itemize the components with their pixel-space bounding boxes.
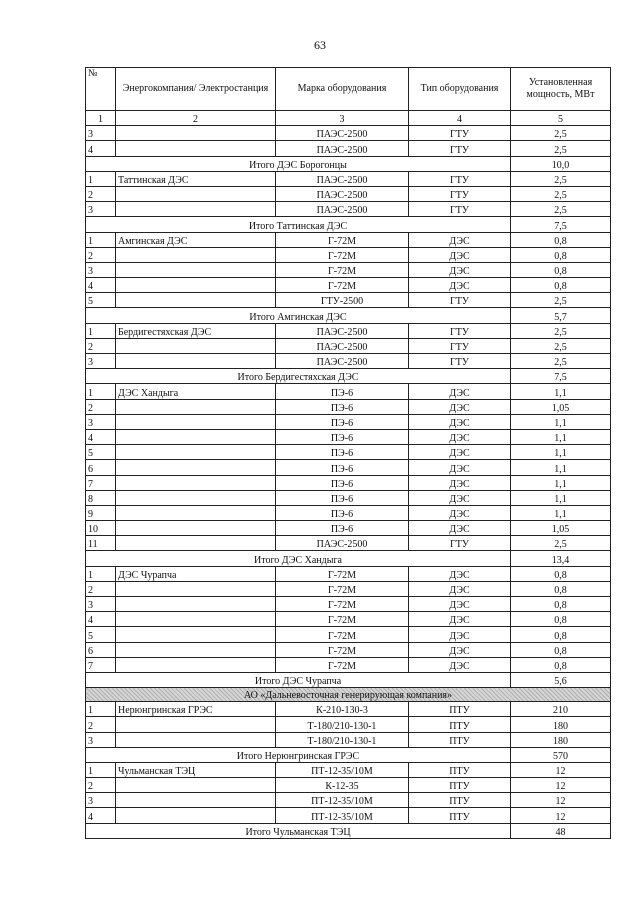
station-name [116,536,276,551]
table-row [86,445,611,460]
equipment-model: Г-72М [276,232,409,247]
subtotal-label: Итого Бердигестяхская ДЭС [86,369,511,384]
table-header [86,68,611,111]
station-name: Нерюнгринская ГРЭС [116,702,276,717]
table-row [86,262,611,277]
subtotal-label: Итого Чульманская ТЭЦ [86,823,511,838]
equipment-type: ДЭС [409,262,511,277]
row-number: 3 [86,414,116,429]
row-number: 7 [86,475,116,490]
equipment-model: ПАЭС-2500 [276,141,409,156]
row-number: 3 [86,732,116,747]
row-number: 3 [86,262,116,277]
installed-capacity: 2,5 [511,126,611,141]
station-name: ДЭС Чурапча [116,566,276,581]
subtotal-value: 10,0 [511,156,611,171]
table-row [86,171,611,186]
equipment-model: Г-72М [276,627,409,642]
station-name [116,732,276,747]
table-row [86,293,611,308]
station-name [116,793,276,808]
equipment-model: ПАЭС-2500 [276,354,409,369]
equipment-type: ПТУ [409,778,511,793]
row-number: 2 [86,399,116,414]
table-row [86,186,611,201]
installed-capacity: 2,5 [511,186,611,201]
equipment-model: ПАЭС-2500 [276,323,409,338]
table-row [86,490,611,505]
equipment-type: ДЭС [409,657,511,672]
installed-capacity: 2,5 [511,293,611,308]
equipment-type: ПТУ [409,732,511,747]
header-number: № [86,68,116,111]
table-row [86,808,611,823]
station-name [116,247,276,262]
table-row [86,732,611,747]
table-row [86,612,611,627]
equipment-type: ГТУ [409,126,511,141]
equipment-model: ПАЭС-2500 [276,202,409,217]
table-row [86,247,611,262]
row-number: 7 [86,657,116,672]
subtotal-value: 48 [511,823,611,838]
installed-capacity: 0,8 [511,597,611,612]
subtotal-row [86,551,611,566]
equipment-type: ГТУ [409,536,511,551]
row-number: 4 [86,612,116,627]
row-number: 2 [86,778,116,793]
row-number: 4 [86,808,116,823]
table-row [86,581,611,596]
equipment-type: ГТУ [409,354,511,369]
equipment-table [85,67,611,839]
subtotal-label: Итого Нерюнгринская ГРЭС [86,747,511,762]
installed-capacity: 2,5 [511,323,611,338]
equipment-model: ПАЭС-2500 [276,126,409,141]
subtotal-value: 5,6 [511,672,611,687]
installed-capacity: 2,5 [511,536,611,551]
installed-capacity: 0,8 [511,657,611,672]
subtotal-row [86,156,611,171]
table-row [86,778,611,793]
equipment-model: ПАЭС-2500 [276,536,409,551]
equipment-type: ДЭС [409,399,511,414]
subtotal-row [86,369,611,384]
equipment-model: ПЭ-6 [276,475,409,490]
header-row [86,68,611,111]
row-number: 1 [86,762,116,777]
station-name [116,505,276,520]
subtotal-value: 5,7 [511,308,611,323]
installed-capacity: 210 [511,702,611,717]
station-name [116,657,276,672]
table-row [86,642,611,657]
equipment-model: Г-72М [276,247,409,262]
subtotal-label: Итого ДЭС Хандыга [86,551,511,566]
header-equipment-model: Марка оборудования [276,68,409,111]
equipment-type: ДЭС [409,627,511,642]
installed-capacity: 1,05 [511,521,611,536]
installed-capacity: 0,8 [511,566,611,581]
station-name [116,581,276,596]
installed-capacity: 1,1 [511,490,611,505]
equipment-type: ДЭС [409,414,511,429]
table-row [86,354,611,369]
station-name [116,429,276,444]
page-number: 63 [314,38,326,52]
installed-capacity: 1,05 [511,399,611,414]
row-number: 3 [86,597,116,612]
row-number: 1 [86,171,116,186]
station-name [116,642,276,657]
station-name [116,354,276,369]
installed-capacity: 0,8 [511,278,611,293]
row-number: 11 [86,536,116,551]
table-row [86,384,611,399]
row-number: 3 [86,126,116,141]
row-number: 8 [86,490,116,505]
subtotal-value: 570 [511,747,611,762]
equipment-type: ДЭС [409,429,511,444]
installed-capacity: 1,1 [511,475,611,490]
row-number: 2 [86,247,116,262]
equipment-type: ДЭС [409,490,511,505]
equipment-model: ПЭ-6 [276,429,409,444]
station-name [116,460,276,475]
station-name [116,262,276,277]
header-installed-capacity: Установленная мощность, МВт [511,68,611,111]
station-name [116,475,276,490]
subtotal-row [86,672,611,687]
station-name: ДЭС Хандыга [116,384,276,399]
equipment-type: ДЭС [409,247,511,262]
installed-capacity: 0,8 [511,232,611,247]
row-number: 2 [86,581,116,596]
subtotal-label: Итого Амгинская ДЭС [86,308,511,323]
equipment-model: Г-72М [276,278,409,293]
station-name [116,612,276,627]
row-number: 3 [86,793,116,808]
table-row [86,702,611,717]
station-name [116,627,276,642]
station-name [116,141,276,156]
station-name [116,490,276,505]
equipment-type: ДЭС [409,581,511,596]
table-row [86,717,611,732]
installed-capacity: 0,8 [511,581,611,596]
station-name [116,445,276,460]
installed-capacity: 180 [511,717,611,732]
station-name [116,521,276,536]
table-row [86,475,611,490]
table-body [86,111,611,839]
equipment-type: ДЭС [409,612,511,627]
subtotal-label: Итого ДЭС Борогонцы [86,156,511,171]
station-name [116,202,276,217]
installed-capacity: 180 [511,732,611,747]
row-number: 6 [86,460,116,475]
installed-capacity: 0,8 [511,642,611,657]
installed-capacity: 12 [511,778,611,793]
station-name [116,597,276,612]
installed-capacity: 12 [511,808,611,823]
table-row [86,793,611,808]
equipment-type: ДЭС [409,566,511,581]
equipment-model: Г-72М [276,597,409,612]
table-row [86,627,611,642]
row-number: 5 [86,293,116,308]
station-name: Чульманская ТЭЦ [116,762,276,777]
station-name [116,338,276,353]
station-name: Таттинская ДЭС [116,171,276,186]
equipment-type: ГТУ [409,186,511,201]
index-cell: 3 [276,111,409,126]
table-row [86,597,611,612]
installed-capacity: 0,8 [511,627,611,642]
station-name [116,717,276,732]
subtotal-value: 13,4 [511,551,611,566]
equipment-type: ДЭС [409,445,511,460]
equipment-type: ПТУ [409,808,511,823]
table-row [86,657,611,672]
equipment-model: ПЭ-6 [276,445,409,460]
equipment-type: ПТУ [409,762,511,777]
row-number: 4 [86,429,116,444]
row-number: 1 [86,566,116,581]
installed-capacity: 12 [511,793,611,808]
installed-capacity: 1,1 [511,414,611,429]
equipment-model: ПТ-12-35/10М [276,808,409,823]
subtotal-row [86,308,611,323]
equipment-type: ДЭС [409,521,511,536]
station-name [116,399,276,414]
index-cell: 4 [409,111,511,126]
company-section-row [86,688,611,702]
equipment-model: Г-72М [276,262,409,277]
installed-capacity: 2,5 [511,141,611,156]
equipment-model: Г-72М [276,581,409,596]
equipment-model: Г-72М [276,657,409,672]
table-row [86,202,611,217]
installed-capacity: 0,8 [511,612,611,627]
table-row [86,338,611,353]
equipment-type: ДЭС [409,232,511,247]
row-number: 2 [86,717,116,732]
installed-capacity: 2,5 [511,171,611,186]
equipment-type: ДЭС [409,597,511,612]
equipment-type: ДЭС [409,278,511,293]
row-number: 10 [86,521,116,536]
equipment-model: ПЭ-6 [276,490,409,505]
table-row [86,460,611,475]
company-name: АО «Дальневосточная генерирующая компания» [86,688,611,702]
equipment-type: ДЭС [409,642,511,657]
equipment-model: ПЭ-6 [276,505,409,520]
row-number: 2 [86,338,116,353]
equipment-model: ПАЭС-2500 [276,186,409,201]
header-equipment-type: Тип оборудования [409,68,511,111]
row-number: 1 [86,232,116,247]
table-row [86,414,611,429]
row-number: 4 [86,141,116,156]
station-name [116,278,276,293]
equipment-model: ПТ-12-35/10М [276,762,409,777]
equipment-model: Т-180/210-130-1 [276,732,409,747]
equipment-type: ДЭС [409,460,511,475]
subtotal-value: 7,5 [511,217,611,232]
table-row [86,323,611,338]
table-row [86,505,611,520]
station-name [116,126,276,141]
equipment-type: ГТУ [409,202,511,217]
installed-capacity: 1,1 [511,429,611,444]
installed-capacity: 0,8 [511,247,611,262]
equipment-model: ПЭ-6 [276,460,409,475]
table-row [86,762,611,777]
equipment-model: Т-180/210-130-1 [276,717,409,732]
installed-capacity: 0,8 [511,262,611,277]
table-row [86,429,611,444]
equipment-model: Г-72М [276,642,409,657]
header-company-station: Энергокомпания/ Электростанция [116,68,276,111]
equipment-type: ГТУ [409,293,511,308]
subtotal-row [86,823,611,838]
equipment-model: К-12-35 [276,778,409,793]
subtotal-value: 7,5 [511,369,611,384]
equipment-type: ПТУ [409,793,511,808]
installed-capacity: 1,1 [511,460,611,475]
table-row [86,566,611,581]
installed-capacity: 1,1 [511,384,611,399]
column-index-row [86,111,611,126]
subtotal-row [86,747,611,762]
row-number: 4 [86,278,116,293]
index-cell: 2 [116,111,276,126]
table-row [86,126,611,141]
station-name [116,808,276,823]
table-row [86,521,611,536]
row-number: 1 [86,702,116,717]
row-number: 1 [86,323,116,338]
equipment-model: ГТУ-2500 [276,293,409,308]
index-cell: 5 [511,111,611,126]
row-number: 2 [86,186,116,201]
installed-capacity: 1,1 [511,445,611,460]
equipment-model: ПТ-12-35/10М [276,793,409,808]
row-number: 1 [86,384,116,399]
equipment-type: ГТУ [409,141,511,156]
row-number: 3 [86,354,116,369]
station-name [116,293,276,308]
equipment-model: Г-72М [276,566,409,581]
station-name: Амгинская ДЭС [116,232,276,247]
equipment-type: ДЭС [409,505,511,520]
equipment-model: ПЭ-6 [276,384,409,399]
table-row [86,141,611,156]
subtotal-label: Итого Таттинская ДЭС [86,217,511,232]
equipment-model: Г-72М [276,612,409,627]
equipment-model: ПАЭС-2500 [276,338,409,353]
equipment-model: ПЭ-6 [276,414,409,429]
station-name [116,778,276,793]
row-number: 3 [86,202,116,217]
index-cell: 1 [86,111,116,126]
equipment-type: ПТУ [409,702,511,717]
installed-capacity: 2,5 [511,202,611,217]
equipment-type: ГТУ [409,171,511,186]
equipment-type: ДЭС [409,475,511,490]
table-row [86,536,611,551]
station-name: Бердигестяхская ДЭС [116,323,276,338]
subtotal-label: Итого ДЭС Чурапча [86,672,511,687]
station-name [116,414,276,429]
installed-capacity: 1,1 [511,505,611,520]
equipment-model: ПАЭС-2500 [276,171,409,186]
equipment-type: ГТУ [409,323,511,338]
equipment-type: ДЭС [409,384,511,399]
table-row [86,278,611,293]
equipment-model: ПЭ-6 [276,399,409,414]
equipment-model: К-210-130-3 [276,702,409,717]
row-number: 5 [86,445,116,460]
equipment-type: ПТУ [409,717,511,732]
row-number: 5 [86,627,116,642]
row-number: 9 [86,505,116,520]
installed-capacity: 12 [511,762,611,777]
station-name [116,186,276,201]
equipment-model: ПЭ-6 [276,521,409,536]
installed-capacity: 2,5 [511,338,611,353]
installed-capacity: 2,5 [511,354,611,369]
equipment-type: ГТУ [409,338,511,353]
subtotal-row [86,217,611,232]
table-row [86,399,611,414]
row-number: 6 [86,642,116,657]
table-row [86,232,611,247]
